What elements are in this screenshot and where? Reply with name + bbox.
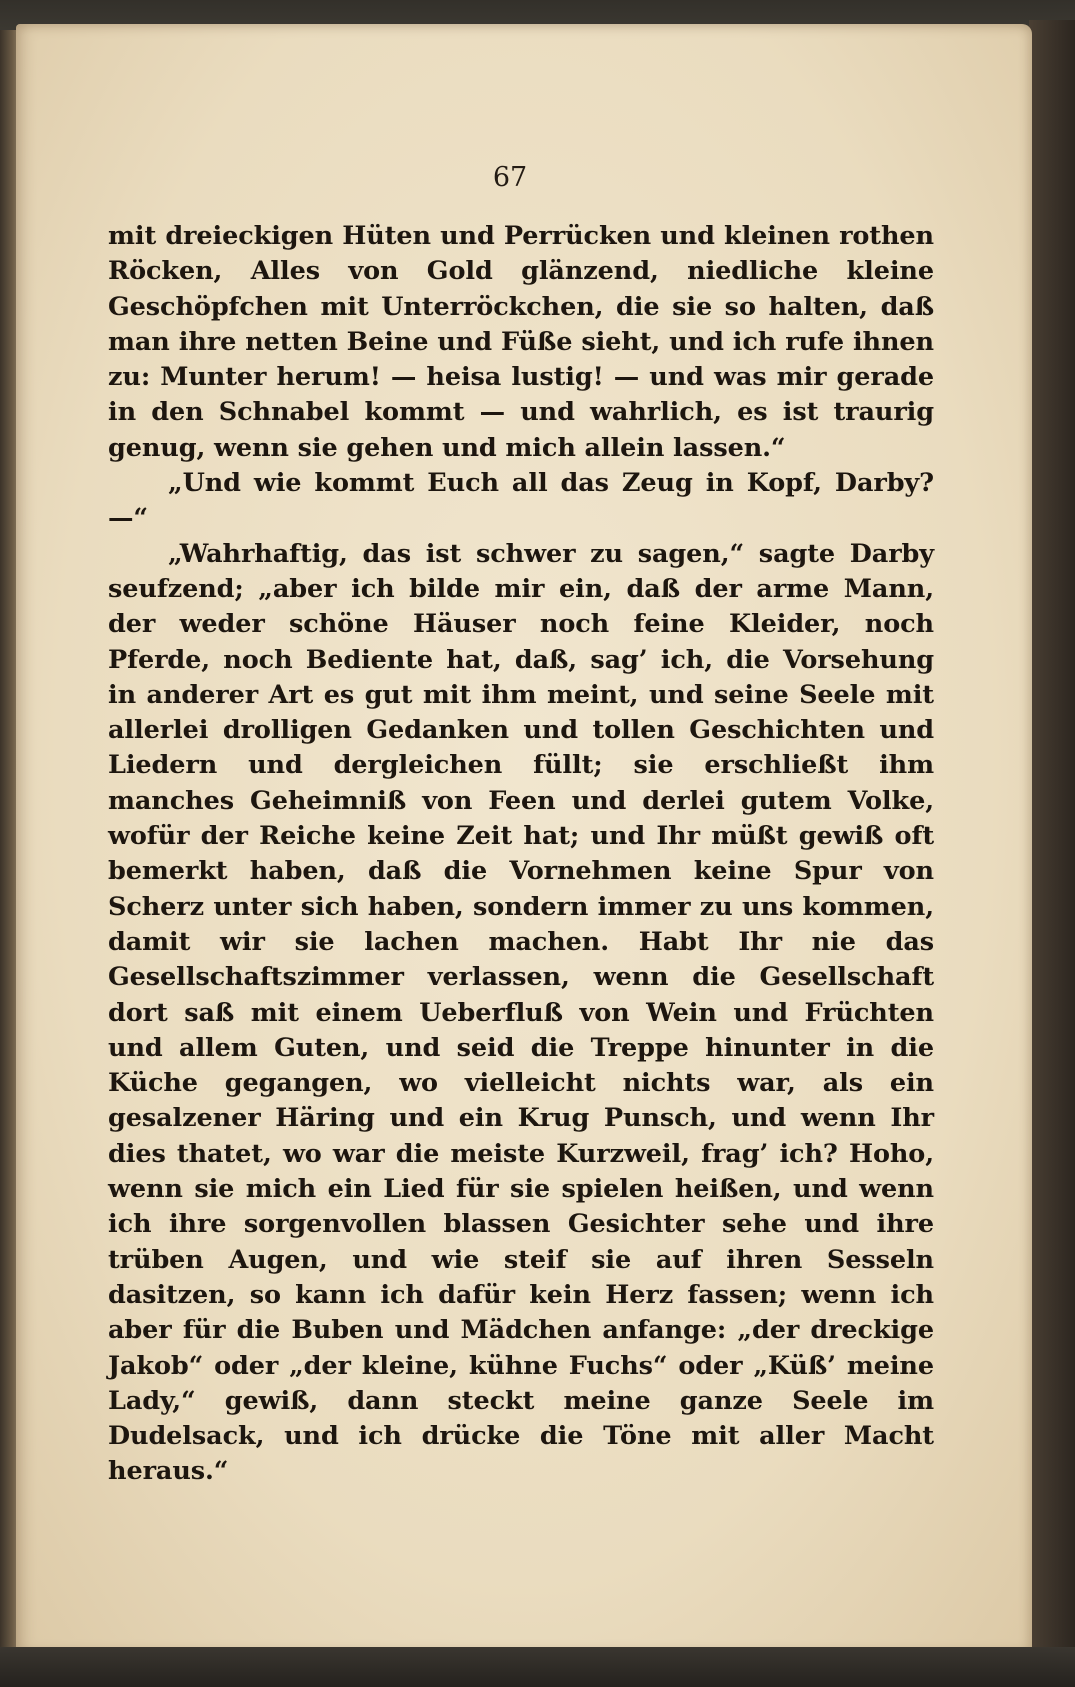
paragraph-1: mit dreieckigen Hüten und Perrücken und kleinen rothen Röcken, Alles von Gold glänzend, niedliche kleine Geschöpfchen mit Unterröckchen, die sie so halten, daß man ihre netten Beine und Füße sieht, und ich rufe ihnen zu: Munter herum! — heisa lustig! — und was mir gerade in den Schnabel kommt — und wahrlich, es ist traurig genug, wenn sie gehen und mich allein lassen.“ [108,221,934,463]
paragraph-3: „Wahrhaftig, das ist schwer zu sagen,“ sagte Darby seufzend; „aber ich bilde mir ein, daß der arme Mann, der weder schöne Häuser noch feine Kleider, noch Pferde, noch Bediente hat, daß, sag’ ich, die Vorsehung in anderer Art es gut mit ihm meint, und seine Seele mit allerlei drolligen Gedanken und tollen Geschichten und Liedern und dergleichen füllt; sie erschließt ihm manches Geheimniß von Feen und derlei gutem Volke, wofür der Reiche keine Zeit hat; und Ihr müßt gewiß oft bemerkt haben, daß die Vornehmen keine Spur von Scherz unter sich haben, sondern immer zu uns kommen, damit wir sie lachen machen. Habt Ihr nie das Gesellschaftszimmer verlassen, wenn die Gesellschaft dort saß mit einem Ueberfluß von Wein und Früchten und allem Guten, und seid die Treppe hinunter in die Küche gegangen, wo vielleicht nichts war, als ein gesalzener Häring und ein Krug Punsch, und wenn Ihr dies thatet, wo war die meiste Kurzweil, frag’ ich? Hoho, wenn sie mich ein Lied für sie spielen heißen, und wenn ich ihre sorgenvollen blassen Gesichter sehe und ihre trüben Augen, und wie steif sie auf ihren Sesseln dasitzen, so kann ich dafür kein Herz fassen; wenn ich aber für die Buben und Mädchen anfange: „der dreckige Jakob“ oder „der kleine, kühne Fuchs“ oder „Küß’ meine Lady,“ gewiß, dann steckt meine ganze Seele im Dudelsack, und ich drücke die Töne mit aller Macht heraus.“ [108,538,934,1487]
page-text [108,219,934,1490]
backdrop-bottom [0,1647,1075,1687]
book-page [16,24,1032,1654]
book-binding [1029,20,1075,1670]
paragraph-2: „Und wie kommt Euch all das Zeug in Kopf, Darby? —“ [108,468,934,534]
page-number: 67 [492,162,528,193]
